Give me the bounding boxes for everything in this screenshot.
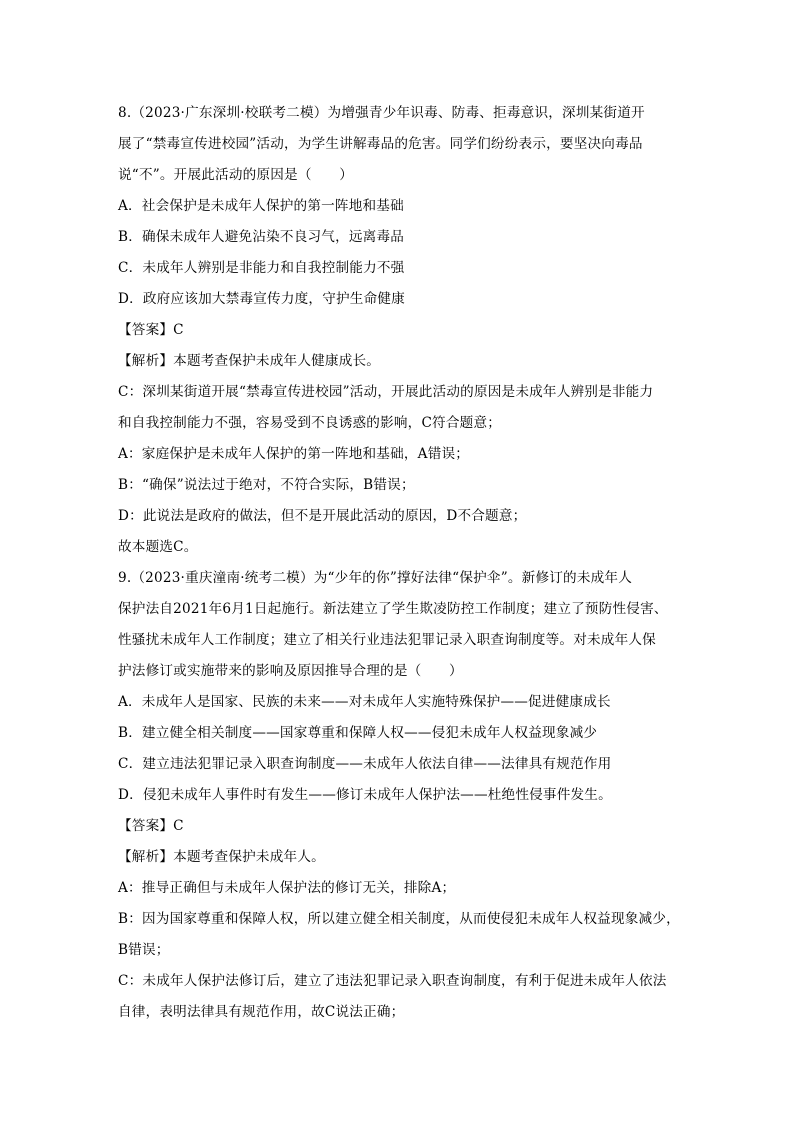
q9-option-d: D．侵犯未成年人事件时有发生——修订未成年人保护法——杜绝性侵事件发生。: [118, 787, 612, 803]
q8-analysis-line-7: 故本题选C。: [118, 539, 198, 555]
q9-analysis-line-1: 【解析】本题考查保护未成年人。: [118, 849, 325, 865]
q9-stem-line-4: 护法修订或实施带来的影响及原因推导合理的是（ ）: [118, 663, 463, 679]
q8-analysis-line-2: C：深圳某街道开展“禁毒宣传进校园”活动，开展此活动的原因是未成年人辨别是非能力: [118, 384, 654, 400]
q8-option-c: C．未成年人辨别是非能力和自我控制能力不强: [118, 260, 405, 276]
q9-analysis-line-4: B错误；: [118, 942, 170, 958]
q8-analysis-line-5: B：“确保”说法过于绝对，不符合实际，B错误；: [118, 477, 415, 493]
q9-stem-line-2: 保护法自2021年6月1日起施行。新法建立了学生欺凌防控工作制度；建立了预防性侵害、: [118, 601, 668, 617]
q8-option-b: B．确保未成年人避免沾染不良习气，远离毒品: [118, 229, 405, 245]
q9-option-c: C．建立违法犯罪记录入职查询制度——未成年人依法自律——法律具有规范作用: [118, 756, 612, 772]
q9-stem-line-3: 性骚扰未成年人工作制度；建立了相关行业违法犯罪记录入职查询制度等。对未成年人保: [118, 632, 656, 648]
q9-analysis-line-5: C：未成年人保护法修订后，建立了违法犯罪记录入职查询制度，有利于促进未成年人依法: [118, 973, 667, 989]
q9-analysis-line-2: A：推导正确但与未成年人保护法的修订无关，排除A；: [118, 880, 456, 896]
q8-stem-line-3: 说“不”。开展此活动的原因是（ ）: [118, 167, 353, 183]
q9-option-a: A．未成年人是国家、民族的未来——对未成年人实施特殊保护——促进健康成长: [118, 694, 611, 710]
q8-option-a: A．社会保护是未成年人保护的第一阵地和基础: [118, 198, 404, 214]
q8-analysis-line-3: 和自我控制能力不强，容易受到不良诱惑的影响，C符合题意；: [118, 415, 502, 431]
q9-stem-line-1: 9.（2023·重庆潼南·统考二模）为“少年的你”撑好法律“保护伞”。新修订的未成年人: [118, 570, 633, 586]
q9-analysis-line-6: 自律，表明法律具有规范作用，故C说法正确；: [118, 1004, 405, 1020]
q8-answer: 【答案】C: [118, 322, 184, 338]
q9-option-b: B．建立健全相关制度——国家尊重和保障人权——侵犯未成年人权益现象减少: [118, 725, 598, 741]
q8-stem-line-1: 8.（2023·广东深圳·校联考二模）为增强青少年识毒、防毒、拒毒意识，深圳某街道开: [118, 105, 645, 121]
q8-analysis-line-4: A：家庭保护是未成年人保护的第一阵地和基础，A错误；: [118, 446, 470, 462]
q8-analysis-line-6: D：此说法是政府的做法，但不是开展此活动的原因，D不合题意；: [118, 508, 527, 524]
q8-option-d: D．政府应该加大禁毒宣传力度，守护生命健康: [118, 291, 405, 307]
q8-stem-line-2: 展了“禁毒宣传进校园”活动，为学生讲解毒品的危害。同学们纷纷表示，要坚决向毒品: [118, 136, 643, 152]
q9-answer: 【答案】C: [118, 818, 184, 834]
q9-analysis-line-3: B：因为国家尊重和保障人权，所以建立健全相关制度，从而使侵犯未成年人权益现象减少，: [118, 911, 680, 927]
q8-analysis-line-1: 【解析】本题考查保护未成年人健康成长。: [118, 353, 381, 369]
